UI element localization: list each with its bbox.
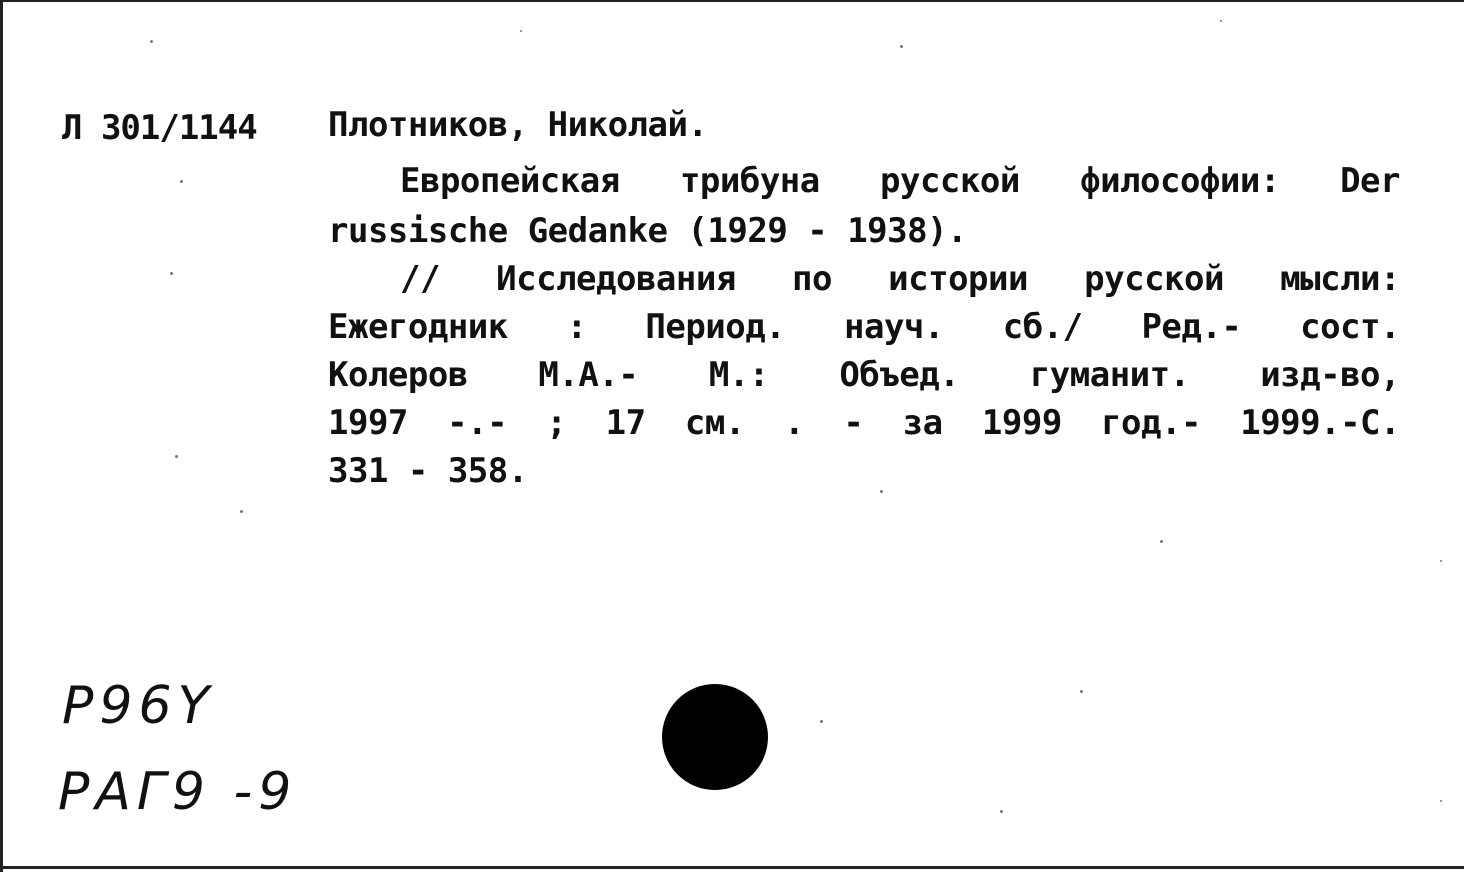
speckle: [170, 272, 173, 275]
speckle: [820, 720, 823, 723]
speckle: [520, 30, 522, 32]
series-line-3: Колеров М.А.- М.: Объед. гуманит. изд-во,: [328, 355, 1400, 395]
title-line-1: Европейская трибуна русской философии: Der: [400, 161, 1400, 201]
series-line-1: // Исследования по истории русской мысли:: [400, 259, 1400, 299]
speckle: [180, 180, 183, 183]
speckle: [1440, 560, 1442, 562]
series-line-2: Ежегодник : Период. науч. сб./ Ред.- сост.: [328, 307, 1400, 347]
call-number: Л 301/1144: [62, 108, 257, 148]
pages-line: 331 - 358.: [328, 451, 528, 491]
speckle: [150, 40, 153, 43]
speckle: [1440, 800, 1442, 802]
speckle: [900, 45, 903, 48]
handwritten-code-1: Р96Y: [62, 676, 216, 736]
speckle: [175, 455, 178, 458]
card-bottom-edge: [0, 866, 1464, 869]
speckle: [880, 490, 883, 493]
author-heading: Плотников, Николай.: [328, 105, 708, 145]
punch-hole: [662, 684, 768, 790]
speckle: [1220, 20, 1222, 22]
speckle: [1080, 690, 1083, 693]
title-line-2: russische Gedanke (1929 - 1938).: [328, 211, 968, 251]
speckle: [1160, 540, 1163, 543]
speckle: [1000, 810, 1003, 813]
series-line-4: 1997 -.- ; 17 см. . - за 1999 год.- 1999.-С.: [328, 403, 1400, 443]
handwritten-code-2: РАГ9 -9: [58, 762, 298, 822]
speckle: [240, 510, 243, 513]
